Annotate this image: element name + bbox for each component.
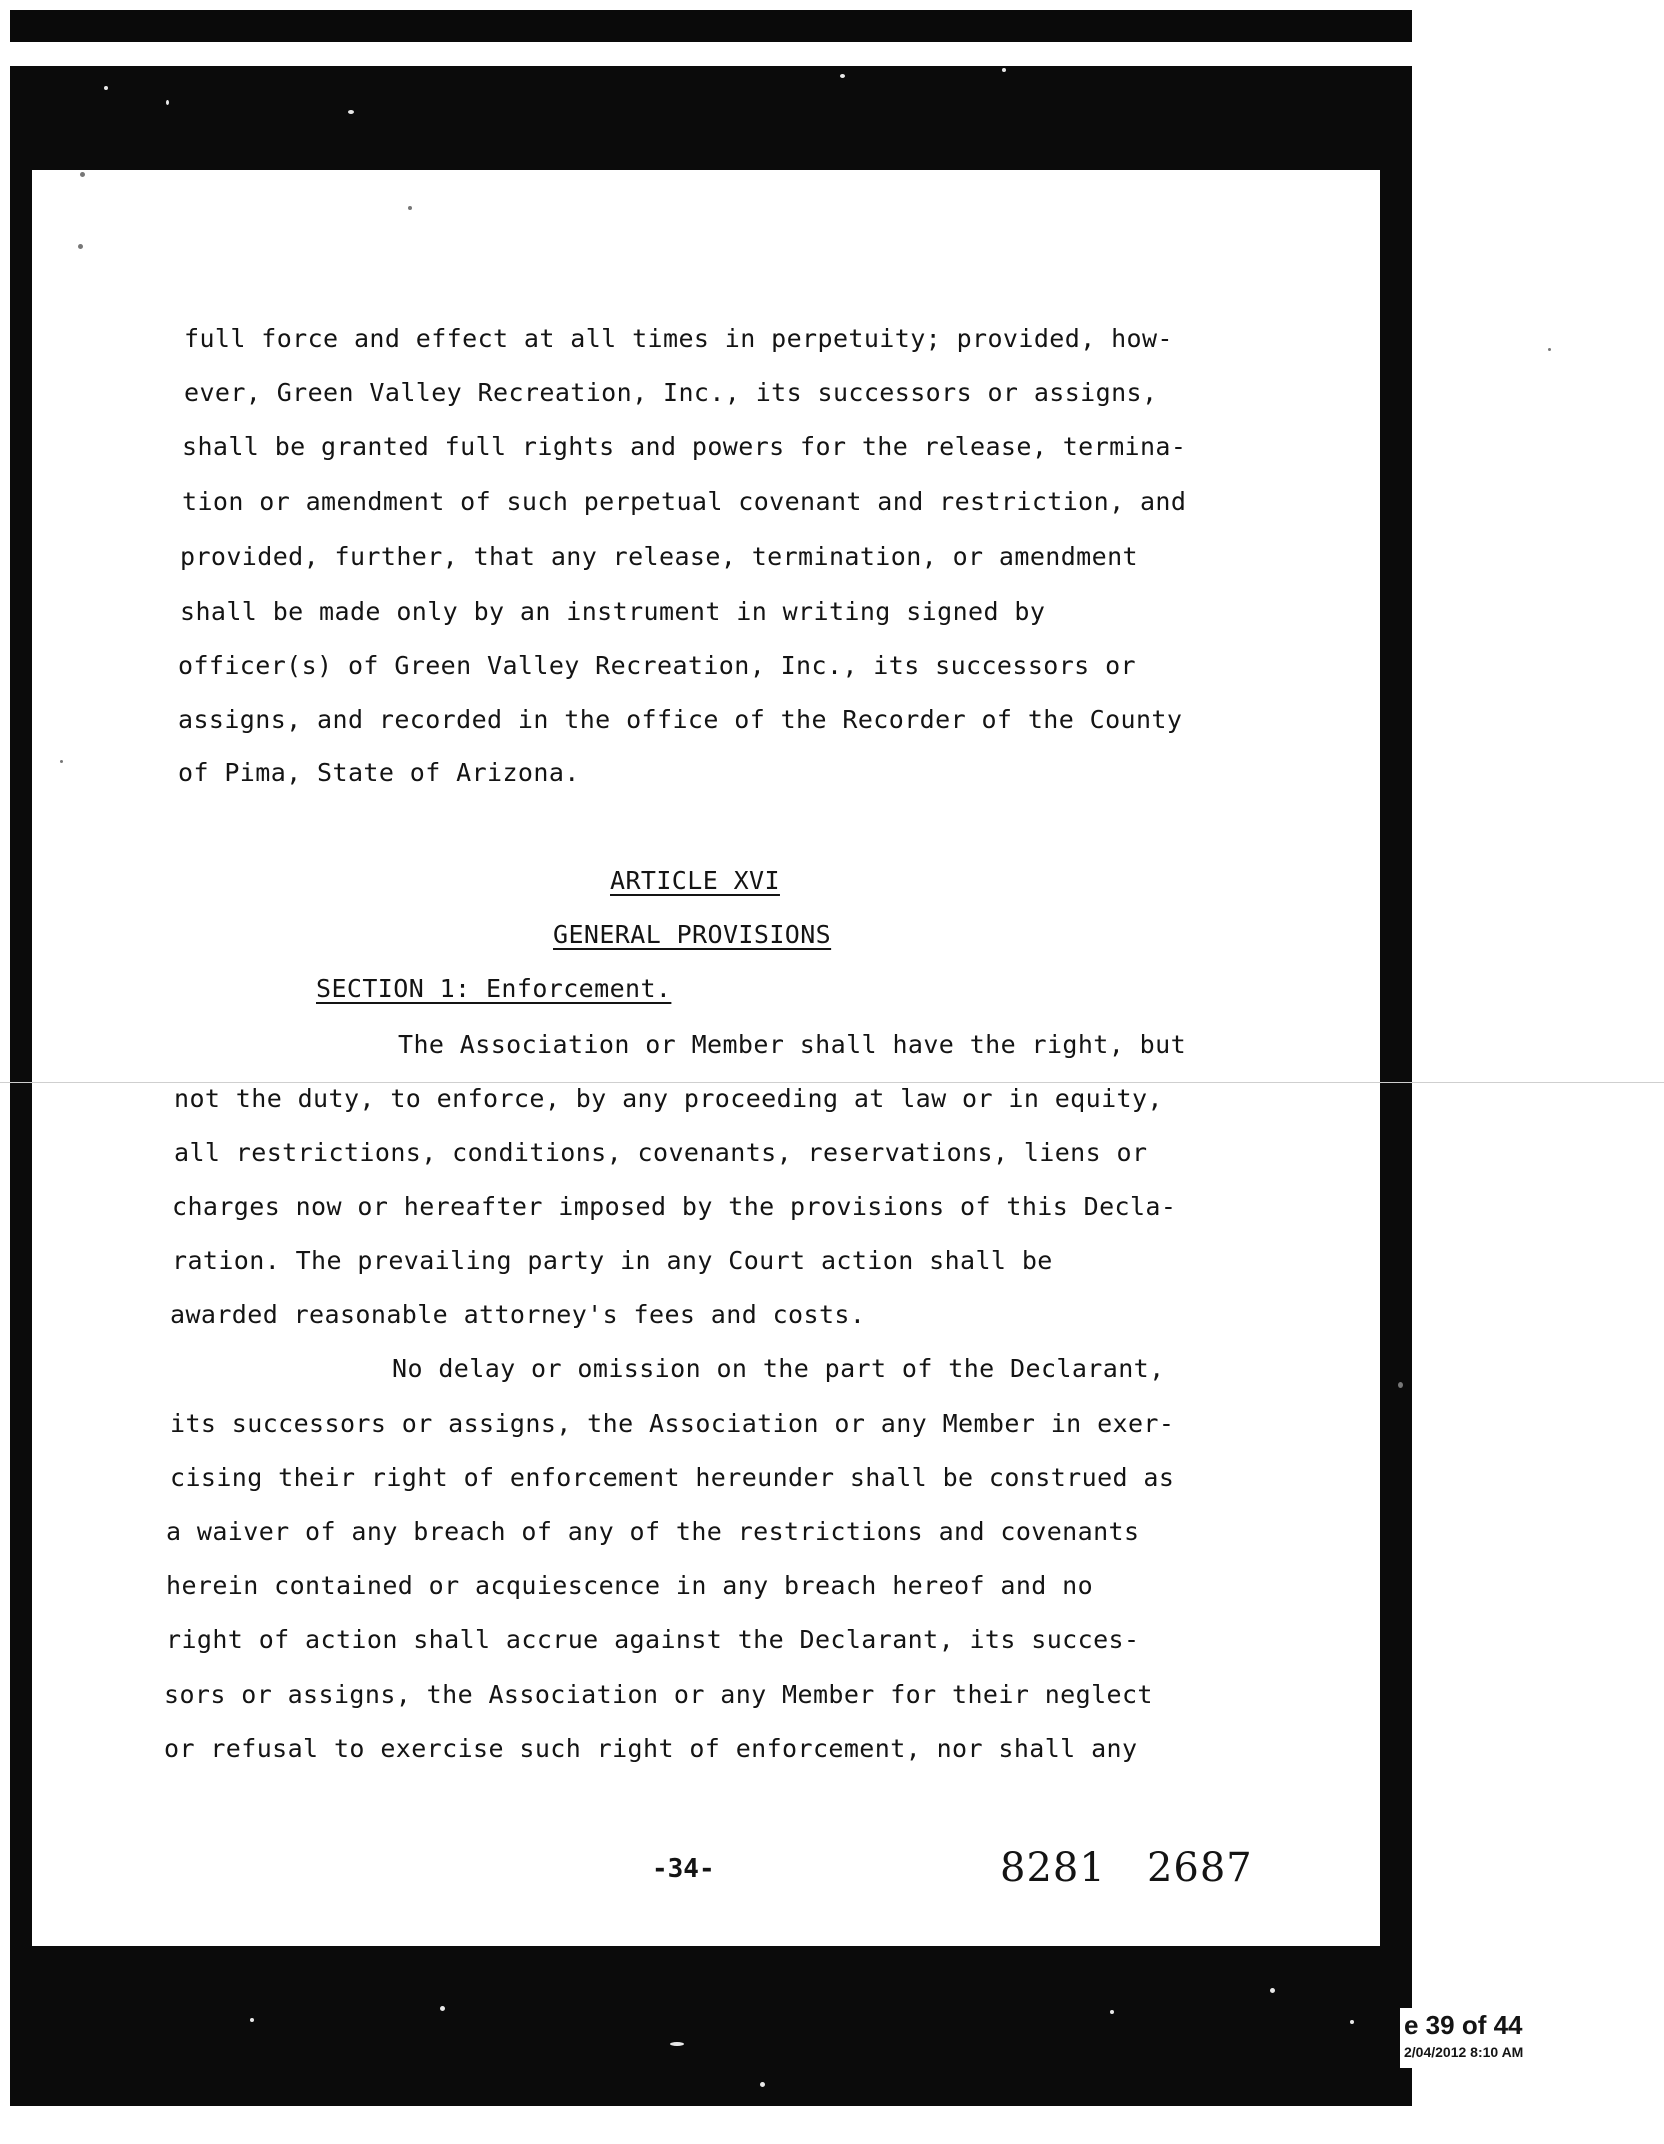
paragraph-line: ration. The prevailing party in any Court action shall be	[172, 1246, 1053, 1275]
paragraph-line: of Pima, State of Arizona.	[178, 758, 580, 787]
paragraph-line: awarded reasonable attorney's fees and costs.	[170, 1300, 866, 1329]
section-heading: SECTION 1: Enforcement.	[316, 974, 672, 1003]
paragraph-line: shall be granted full rights and powers for the release, termina-	[182, 432, 1187, 461]
paragraph-line: full force and effect at all times in perpetuity; provided, how-	[184, 324, 1173, 353]
paragraph-line: shall be made only by an instrument in writing signed by	[180, 597, 1046, 626]
footer-page-counter: e 39 of 44	[1404, 2010, 1523, 2040]
paragraph-line: sors or assigns, the Association or any Member for their neglect	[164, 1680, 1153, 1709]
recording-number: 8281 2687	[1000, 1845, 1253, 1891]
paragraph-line: officer(s) of Green Valley Recreation, Inc., its successors or	[178, 651, 1136, 680]
paragraph-line: right of action shall accrue against the Declarant, its succes-	[166, 1625, 1140, 1654]
paragraph-line: a waiver of any breach of any of the restrictions and covenants	[166, 1517, 1140, 1546]
paragraph-line: charges now or hereafter imposed by the provisions of this Decla-	[172, 1192, 1177, 1221]
paragraph-line: cising their right of enforcement hereunder shall be construed as	[170, 1463, 1175, 1492]
paragraph-line: assigns, and recorded in the office of the Recorder of the County	[178, 705, 1183, 734]
paragraph-line: ever, Green Valley Recreation, Inc., its successors or assigns,	[184, 378, 1158, 407]
footer-stamp	[1400, 2008, 1660, 2068]
paragraph-line: all restrictions, conditions, covenants, reservations, liens or	[174, 1138, 1148, 1167]
paragraph-line: or refusal to exercise such right of enforcement, nor shall any	[164, 1734, 1138, 1763]
article-title: ARTICLE XVI	[610, 866, 780, 895]
paragraph-line: its successors or assigns, the Association or any Member in exer-	[170, 1409, 1175, 1438]
paragraph-line: The Association or Member shall have the right, but	[398, 1030, 1187, 1059]
paragraph-line: provided, further, that any release, termination, or amendment	[180, 542, 1138, 571]
page-number: -34-	[652, 1854, 715, 1884]
paragraph-line: not the duty, to enforce, by any proceeding at law or in equity,	[174, 1084, 1163, 1113]
paragraph-line: No delay or omission on the part of the Declarant,	[392, 1354, 1165, 1383]
paragraph-line: tion or amendment of such perpetual covenant and restriction, and	[182, 487, 1187, 516]
footer-timestamp: 2/04/2012 8:10 AM	[1404, 2044, 1524, 2060]
article-subtitle: GENERAL PROVISIONS	[553, 920, 832, 949]
paragraph-line: herein contained or acquiescence in any breach hereof and no	[166, 1571, 1094, 1600]
